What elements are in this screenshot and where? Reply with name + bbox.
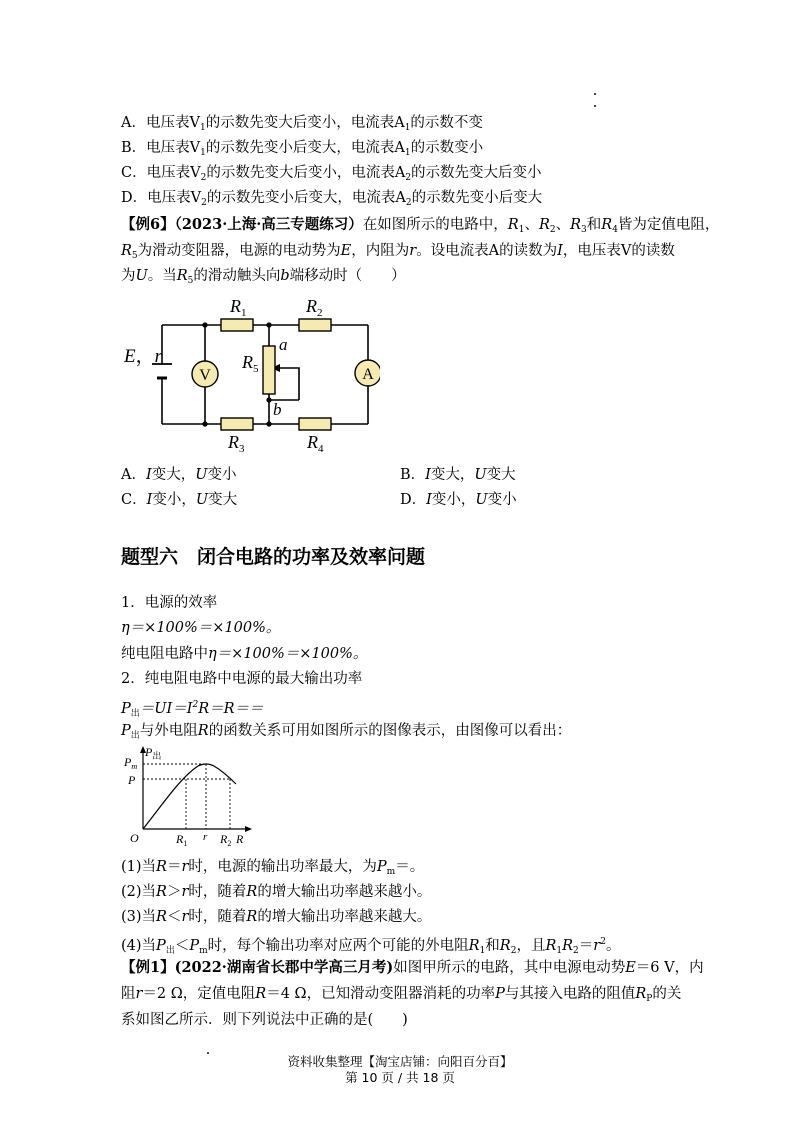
junction-dot xyxy=(202,421,207,426)
example6-line1: 【例6】（2023·上海·高三专题练习）在如图所示的电路中，$R_1$、$R_2$、$R_3$和$R_4$皆为定值电阻， xyxy=(121,216,720,235)
example1-line3: 系如图乙所示．则下列说法中正确的是( ) xyxy=(121,1012,408,1028)
stray-dot xyxy=(594,105,596,107)
resistor-r5 xyxy=(263,346,275,394)
resistor-r2 xyxy=(299,319,331,331)
graph-r2-label: $R_2$ xyxy=(220,832,232,848)
label-b: b xyxy=(273,400,282,419)
page-number: 第 10 页 / 共 18 页 xyxy=(345,1070,455,1085)
label-emf: E，r xyxy=(124,346,163,367)
example6-line3: 为U。当$R_5$的滑动触头向b端移动时（ ） xyxy=(121,268,406,286)
ex6-option-a[interactable]: A．I变大，U变小 xyxy=(121,467,237,483)
circuit-diagram xyxy=(118,292,380,458)
graph-r-label: r xyxy=(203,831,208,843)
pure-resistance-formula: 纯电阻电路中η＝×100%＝×100%。 xyxy=(121,646,368,662)
junction-dot xyxy=(266,421,271,426)
graph-x-label: R xyxy=(236,832,244,846)
prev-option-c[interactable]: C．电压表$V_2$的示数先变大后变小，电流表$A_2$的示数先变大后变小 xyxy=(121,165,542,183)
max-power-heading: 2．纯电阻电路中电源的最大输出功率 xyxy=(121,671,363,687)
label-a: a xyxy=(279,335,288,354)
stray-dot xyxy=(594,93,596,95)
graph-origin-label: O xyxy=(130,831,139,845)
item-3: (3)当R＜r时，随着R的增大输出功率越来越大。 xyxy=(121,909,432,925)
graph-pm-label: $P_m$ xyxy=(124,755,138,771)
junction-dot xyxy=(202,322,207,327)
resistor-r1 xyxy=(221,319,253,331)
label-r2: $R_2$ xyxy=(306,296,323,319)
example1-line2: 阻r＝2 Ω，定值电阻R＝4 Ω，已知滑动变阻器消耗的功率P与其接入电路的阻值$R_P$的关 xyxy=(121,986,682,1004)
prev-option-b[interactable]: B．电压表$V_1$的示数先变小后变大，电流表$A_1$的示数变小 xyxy=(121,140,484,158)
graph-p-label: P xyxy=(128,773,136,787)
power-curve xyxy=(143,764,236,829)
efficiency-heading: 1．电源的效率 xyxy=(121,595,218,611)
item-1: (1)当R＝r时，电源的输出功率最大，为$P_m=$。 xyxy=(121,859,425,877)
footer-source: 资料收集整理【淘宝店铺：向阳百分百】 xyxy=(287,1054,513,1069)
power-graph xyxy=(118,744,258,848)
section-title: 题型六 闭合电路的功率及效率问题 xyxy=(121,546,426,568)
prev-option-a[interactable]: A．电压表$V_1$的示数先变大后变小，电流表$A_1$的示数不变 xyxy=(121,115,483,133)
item-2: (2)当R＞r时，随着R的增大输出功率越来越小。 xyxy=(121,884,432,900)
ex6-option-b[interactable]: B．I变大，U变大 xyxy=(400,467,516,483)
efficiency-formula: η＝×100%＝×100%。 xyxy=(121,620,281,636)
meter-a-label: A xyxy=(362,366,374,383)
max-power-formula: $P_出=UI=I^2R=R==$ xyxy=(121,700,264,719)
label-r4: $R_4$ xyxy=(307,432,324,455)
graph-description: $P_出$与外电阻R的函数关系可用如图所示的图像表示，由图像可以看出： xyxy=(121,723,572,741)
ex6-option-d[interactable]: D．I变小，U变小 xyxy=(400,492,517,508)
label-r5: $R_5$ xyxy=(242,352,259,375)
label-r1: $R_1$ xyxy=(230,296,247,319)
graph-r1-label: $R_1$ xyxy=(176,832,188,848)
graph-y-label: $P_出$ xyxy=(145,745,162,761)
item-4: (4)当$P_出<P_m$时，每个输出功率对应两个可能的外电阻$R_1$和$R_2$，且$R_1R_2=r^2$。 xyxy=(121,937,621,956)
x-axis-arrow-icon xyxy=(245,826,252,832)
ex6-option-c[interactable]: C．I变小，U变大 xyxy=(121,492,238,508)
label-r3: $R_3$ xyxy=(228,432,245,455)
resistor-r3 xyxy=(221,418,253,430)
meter-v-label: V xyxy=(199,367,211,384)
junction-dot xyxy=(266,322,271,327)
prev-option-d[interactable]: D．电压表$V_2$的示数先变小后变大，电流表$A_2$的示数先变小后变大 xyxy=(121,190,543,208)
example1-line1: 【例1】(2022·湖南省长郡中学高三月考)如图甲所示的电路，其中电源电动势E＝6 V，内 xyxy=(121,959,704,976)
example6-line2: $R_5$为滑动变阻器，电源的电动势为E，内阻为r。设电流表A的读数为I，电压表V的读数 xyxy=(121,243,675,261)
resistor-r4 xyxy=(299,418,331,430)
